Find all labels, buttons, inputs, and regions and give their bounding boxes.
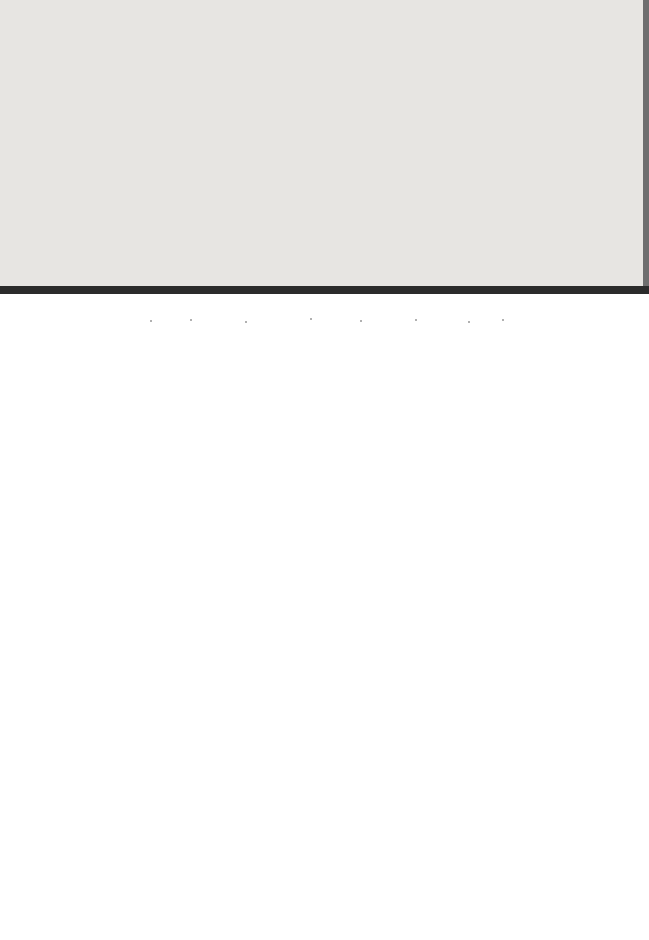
- scan-speckles: [150, 318, 510, 324]
- page-divider: [0, 286, 649, 294]
- previous-page-scan: [0, 0, 649, 286]
